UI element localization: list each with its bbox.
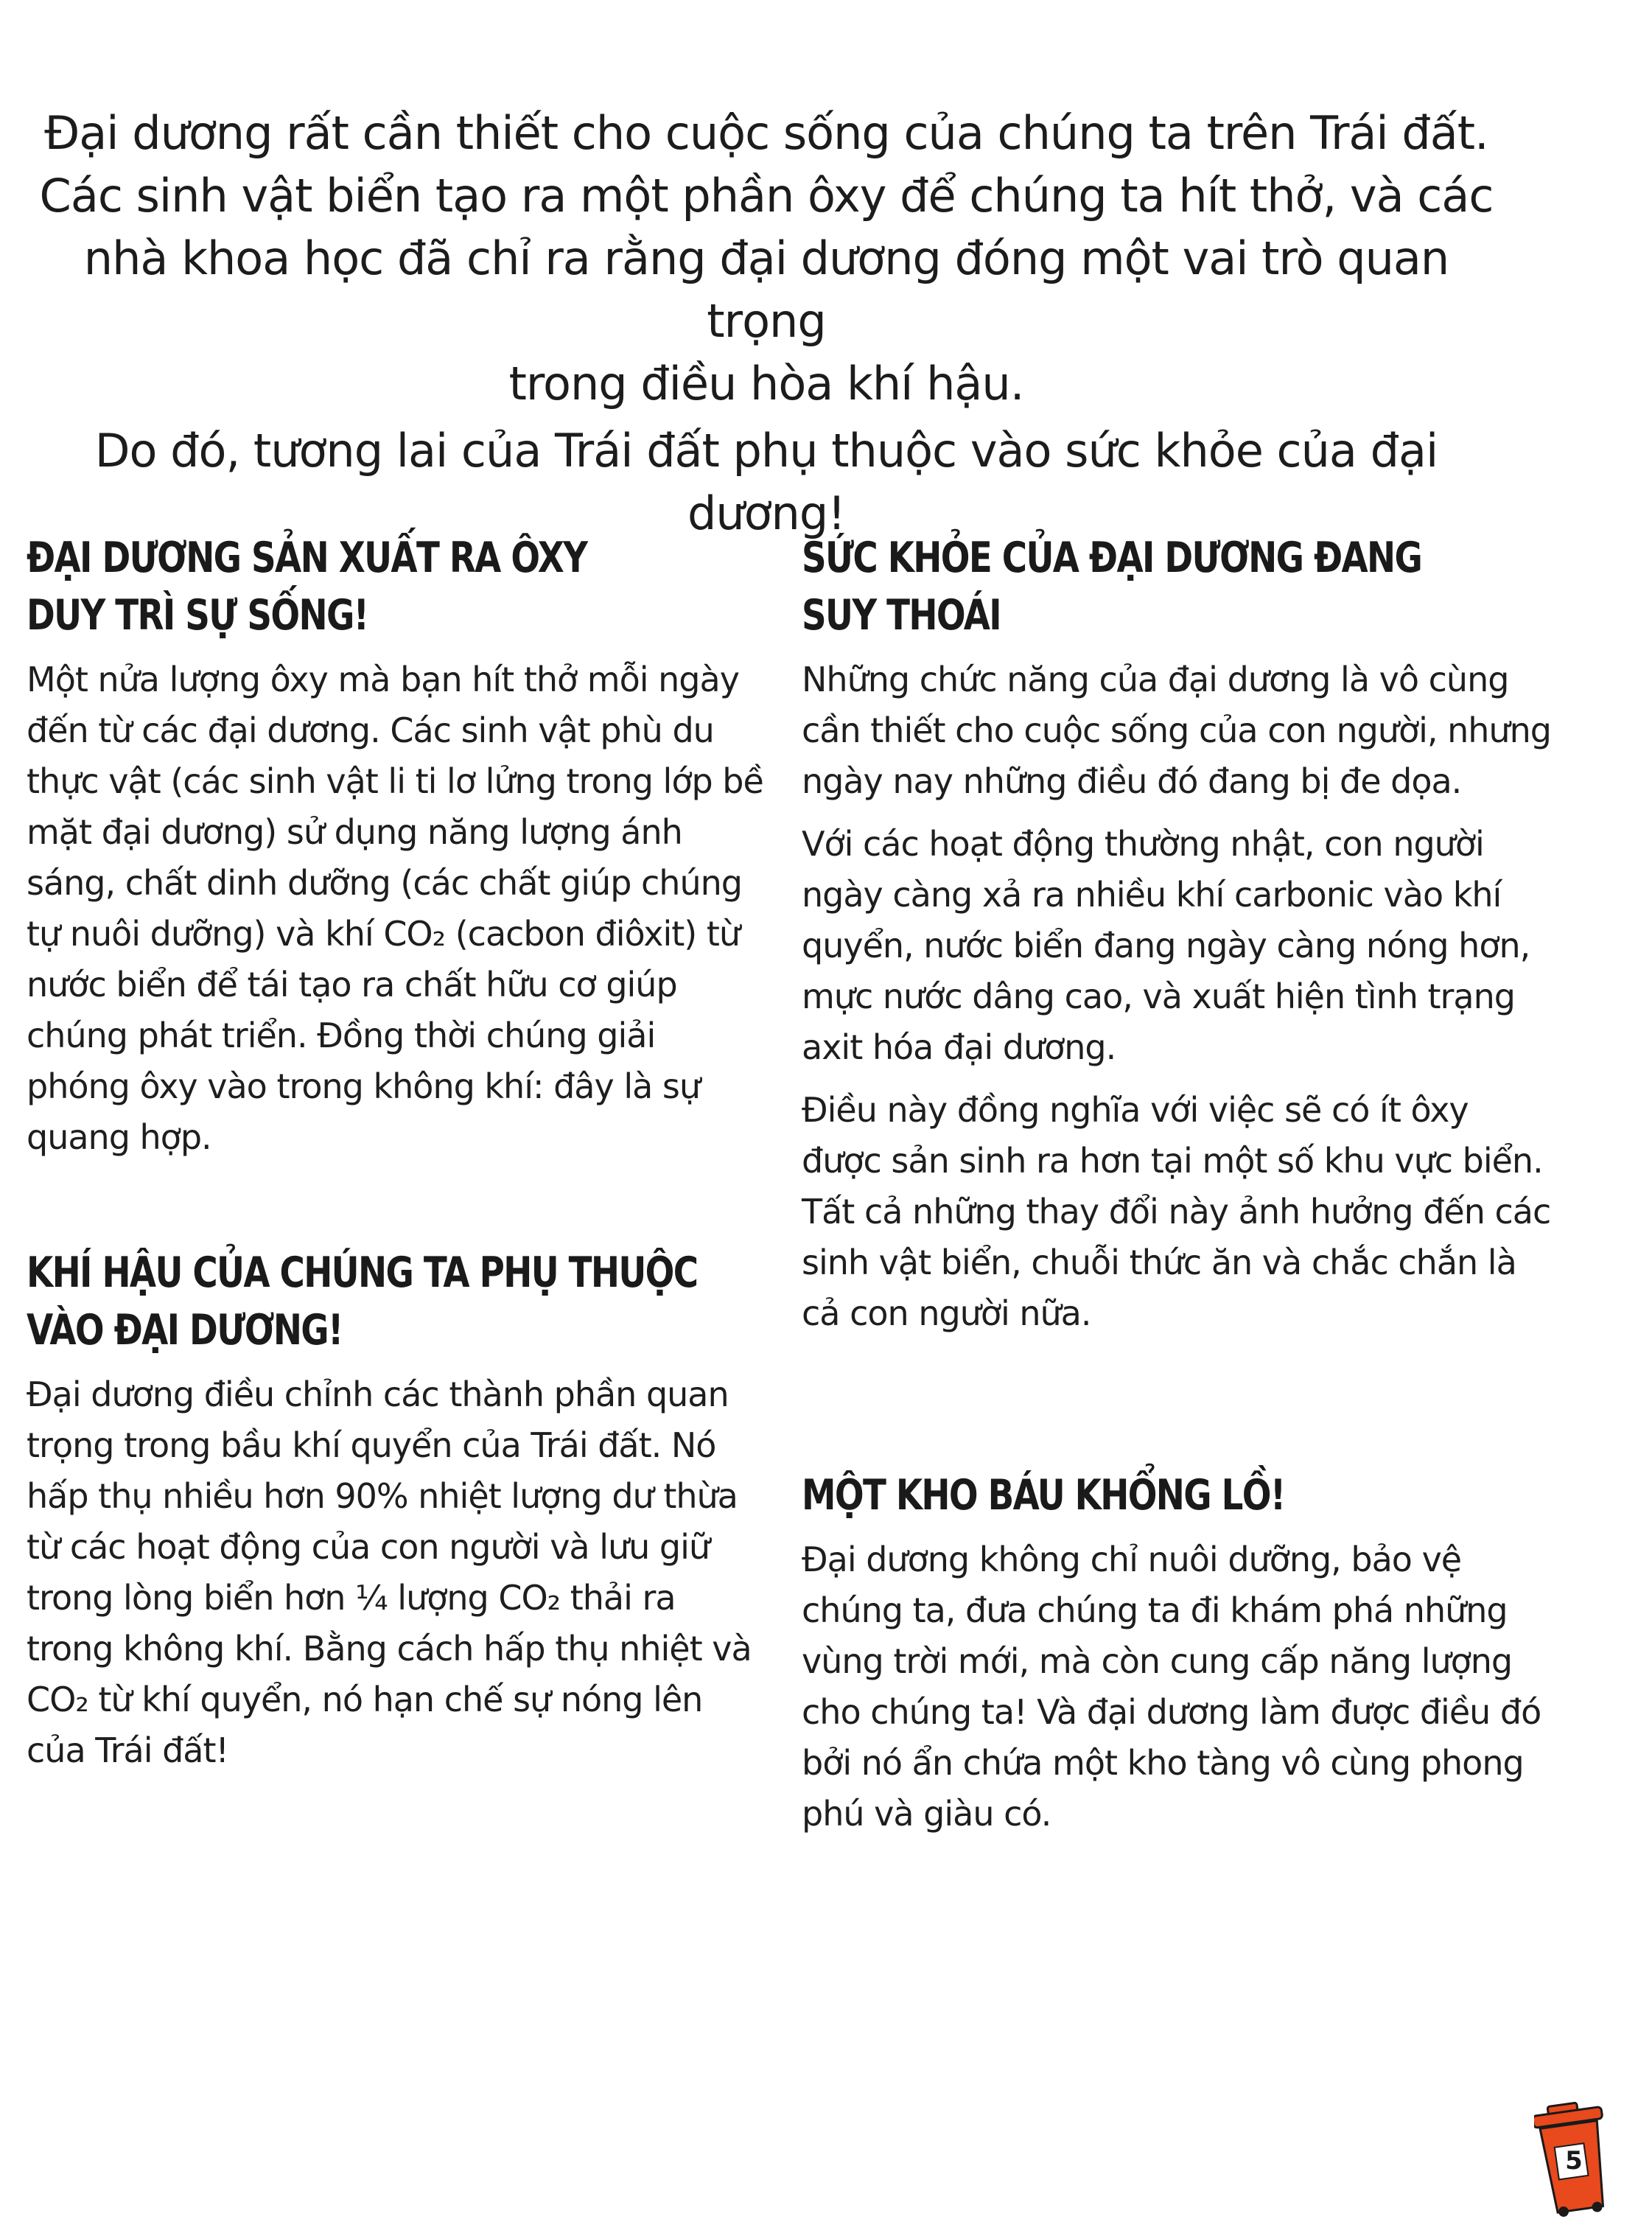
heading-line: KHÍ HẬU CỦA CHÚNG TA PHỤ THUỘC: [27, 1248, 698, 1297]
heading-line: SỨC KHỎE CỦA ĐẠI DƯƠNG ĐANG: [802, 534, 1422, 582]
intro-line: Đại dương rất cần thiết cho cuộc sống của chúng ta trên Trái đất.: [44, 106, 1488, 160]
section-heading: [802, 1467, 1418, 1524]
section-ocean-health: [802, 529, 1553, 1351]
intro-conclusion: Do đó, tương lai của Trái đất phụ thuộc vào sức khỏe của đại dương!: [94, 424, 1438, 540]
section-oxygen: [27, 529, 763, 1175]
body-paragraph: Với các hoạt động thường nhật, con người ngày càng xả ra nhiều khí carbonic vào khí quyển, nước biển đang ngày càng nóng hơn, mực nước dâng cao, và xuất hiện tình trạng axit hóa đại dương.: [802, 824, 1530, 1067]
page-number: 5: [1565, 2146, 1583, 2176]
heading-line: DUY TRÌ SỰ SỐNG!: [27, 591, 368, 640]
heading-line: SUY THOÁI: [802, 591, 1001, 640]
body-paragraph: Một nửa lượng ôxy mà bạn hít thở mỗi ngày đến từ các đại dương. Các sinh vật phù du thực vật (các sinh vật li ti lơ lửng trong lớp bề mặt đại dương) sử dụng năng lượng ánh sáng, chất dinh dưỡng (các chất giúp chúng tự nuôi dưỡng) và khí CO₂ (cacbon điôxit) từ nước biển để tái tạo ra chất hữu cơ giúp chúng phát triển. Đồng thời chúng giải phóng ôxy vào trong không khí: đây là sự quang hợp.: [27, 660, 763, 1157]
body-paragraph: Đại dương không chỉ nuôi dưỡng, bảo vệ chúng ta, đưa chúng ta đi khám phá những vùng trời mới, mà còn cung cấp năng lượng cho chúng ta! Và đại dương làm được điều đó bởi nó ẩn chứa một kho tàng vô cùng phong phú và giàu có.: [802, 1540, 1541, 1834]
heading-line: MỘT KHO BÁU KHỔNG LỒ!: [802, 1471, 1285, 1520]
heading-line: ĐẠI DƯƠNG SẢN XUẤT RA ÔXY: [27, 534, 587, 582]
body-paragraph: Đại dương điều chỉnh các thành phần quan trọng trong bầu khí quyển của Trái đất. Nó hấp thụ nhiều hơn 90% nhiệt lượng dư thừa từ các hoạt động của con người và lưu giữ trong lòng biển hơn ¼ lượng CO₂ thải ra trong không khí. Bằng cách hấp thụ nhiệt và CO₂ từ khí quyển, nó hạn chế sự nóng lên của Trái đất!: [27, 1374, 752, 1770]
section-treasure: [802, 1467, 1553, 1851]
body-paragraph: Điều này đồng nghĩa với việc sẽ có ít ôxy được sản sinh ra hơn tại một số khu vực biển. Tất cả những thay đổi này ảnh hưởng đến các sinh vật biển, chuỗi thức ăn và chắc chắn là cả con người nữa.: [802, 1090, 1551, 1333]
intro-line: trong điều hòa khí hậu.: [508, 357, 1024, 410]
intro-line: nhà khoa học đã chỉ ra rằng đại dương đóng một vai trò quan trọng: [83, 231, 1449, 348]
section-heading: [27, 529, 631, 644]
section-climate: [27, 1244, 763, 1788]
section-heading: [27, 1244, 698, 1359]
body-paragraph: Những chức năng của đại dương là vô cùng cần thiết cho cuộc sống của con người, nhưng ngày nay những điều đó đang bị đe dọa.: [802, 660, 1551, 801]
page-number-badge: [1534, 2099, 1617, 2217]
intro-paragraph: [22, 102, 1511, 545]
section-heading: [802, 529, 1422, 644]
heading-line: VÀO ĐẠI DƯƠNG!: [27, 1306, 343, 1355]
intro-text: [22, 102, 1511, 415]
intro-line: Các sinh vật biển tạo ra một phần ôxy để chúng ta hít thở, và các: [39, 169, 1494, 223]
